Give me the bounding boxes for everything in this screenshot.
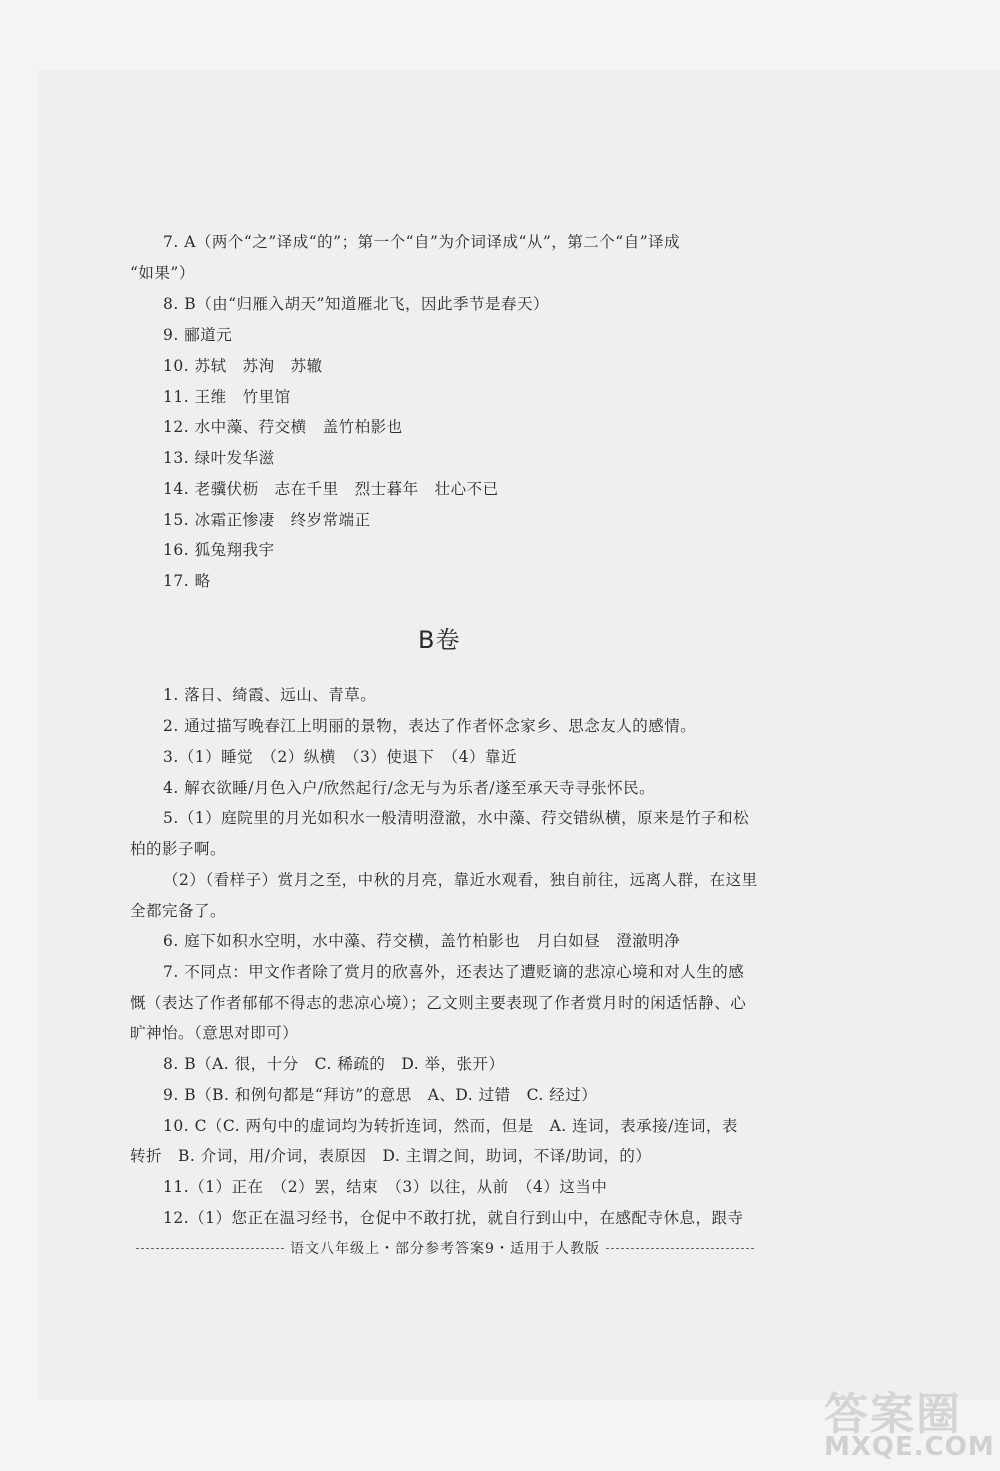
footer-right-rule	[606, 1248, 754, 1249]
answer-b-11: 11.（1）正在 （2）罢，结束 （3）以往，从前 （4）这当中	[163, 1178, 608, 1196]
answer-a-7-line2: “如果”）	[130, 264, 195, 282]
answer-a-12: 12. 水中藻、荇交横 盖竹柏影也	[163, 418, 403, 436]
answer-b-3: 3.（1）睡觉 （2）纵横 （3）使退下 （4）靠近	[163, 748, 517, 766]
answer-b-7-line3: 旷神怡。（意思对即可）	[130, 1024, 299, 1042]
answer-a-15: 15. 冰霜正惨凄 终岁常端正	[163, 511, 371, 529]
page-footer	[130, 1238, 760, 1258]
answer-b-4: 4. 解衣欲睡/月色入户/欣然起行/念无与为乐者/遂至承天寺寻张怀民。	[163, 779, 656, 797]
watermark-logo-text: 答案圈	[824, 1389, 962, 1440]
answer-a-17: 17. 略	[163, 572, 211, 590]
footer-left-rule	[136, 1248, 284, 1249]
watermark-domain: MXQE.COM	[824, 1432, 995, 1462]
footer-text: 语文八年级上・部分参考答案9・适用于人教版	[290, 1241, 600, 1257]
answer-a-7-line1: 7. A（两个“之”译成“的”；第一个“自”为介词译成“从”，第二个“自”译成	[163, 233, 681, 251]
answer-b-12: 12.（1）您正在温习经书，仓促中不敢打扰，就自行到山中，在感配寺休息，跟寺	[163, 1209, 744, 1227]
answer-a-9: 9. 郦道元	[163, 326, 233, 344]
answer-b-5-line2: 柏的影子啊。	[130, 840, 227, 858]
answer-b-6: 6. 庭下如积水空明，水中藻、荇交横，盖竹柏影也 月白如昼 澄澈明净	[163, 932, 681, 950]
answer-a-16: 16. 狐兔翔我宇	[163, 541, 275, 559]
section-b-title: B卷	[418, 626, 461, 654]
answer-b-10-line1: 10. C（C. 两句中的虚词均为转折连词，然而，但是 A. 连词，表承接/连词，表	[163, 1117, 738, 1135]
answer-a-13: 13. 绿叶发华滋	[163, 449, 275, 467]
answer-b-5-line1: 5.（1）庭院里的月光如积水一般清明澄澈，水中藻、荇交错纵横，原来是竹子和松	[163, 809, 750, 827]
answer-a-14: 14. 老骥伏枥 志在千里 烈士暮年 壮心不已	[163, 480, 499, 498]
answer-b-7-line2: 慨（表达了作者郁郁不得志的悲凉心境）；乙文则主要表现了作者赏月时的闲适恬静、心	[130, 994, 747, 1012]
answer-b-10-line2: 转折 B. 介词，用/介词，表原因 D. 主谓之间，助词，不译/助词，的）	[130, 1147, 652, 1165]
answer-a-10: 10. 苏轼 苏洵 苏辙	[163, 357, 323, 375]
answer-b-5-2-line1: （2）（看样子）赏月之至，中秋的月亮，靠近水观看，独自前往，远离人群，在这里	[163, 871, 758, 889]
site-watermark	[818, 1378, 995, 1470]
answer-b-2: 2. 通过描写晚春江上明丽的景物，表达了作者怀念家乡、思念友人的感情。	[163, 717, 697, 735]
answer-a-11: 11. 王维 竹里馆	[163, 388, 291, 406]
answer-b-5-2-line2: 全都完备了。	[130, 902, 227, 920]
answer-b-9: 9. B（B. 和例句都是“拜访”的意思 A、D. 过错 C. 经过）	[163, 1086, 598, 1104]
answer-b-7-line1: 7. 不同点：甲文作者除了赏月的欣喜外，还表达了遭贬谪的悲凉心境和对人生的感	[163, 963, 745, 981]
answer-b-1: 1. 落日、绮霞、远山、青草。	[163, 686, 377, 704]
answer-b-8: 8. B（A. 很，十分 C. 稀疏的 D. 举，张开）	[163, 1055, 505, 1073]
answer-a-8: 8. B（由“归雁入胡天”知道雁北飞，因此季节是春天）	[163, 295, 549, 313]
